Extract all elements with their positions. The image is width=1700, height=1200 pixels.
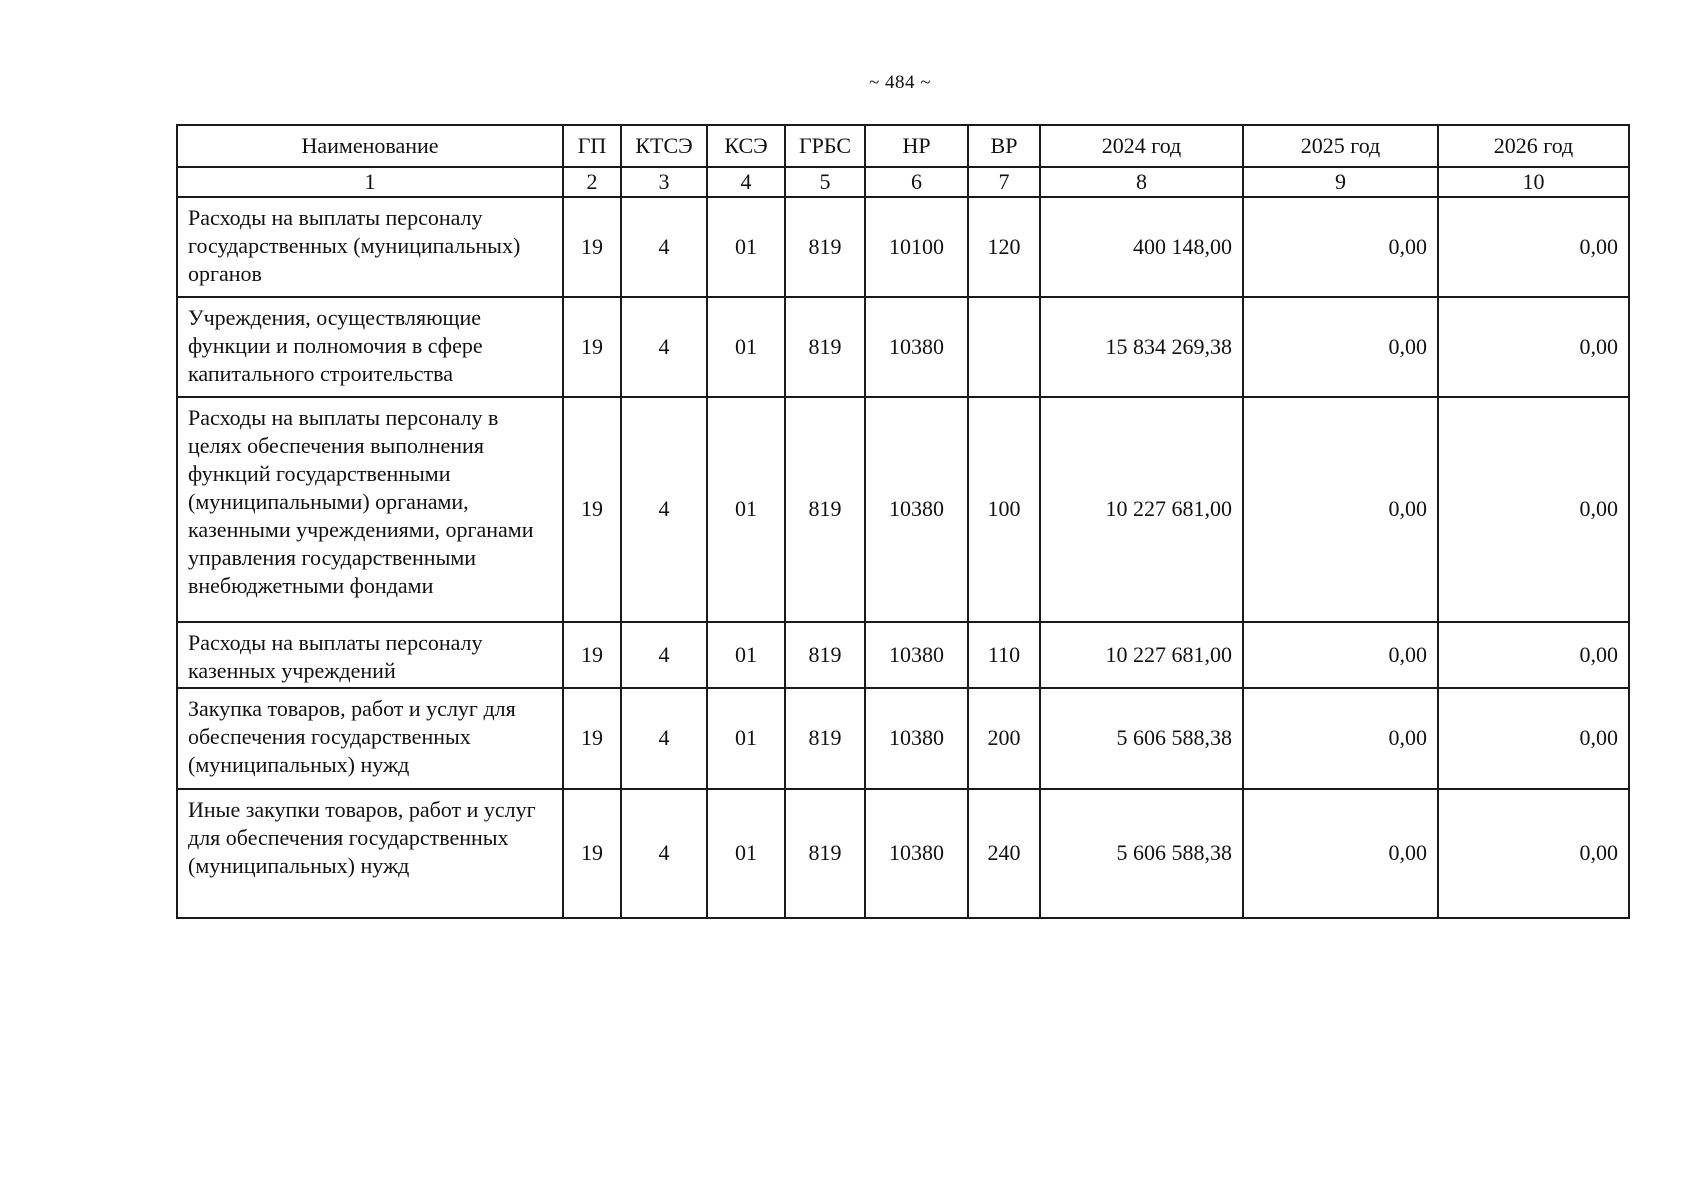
cell-gp: 19 bbox=[563, 622, 621, 688]
table-row bbox=[177, 789, 1629, 918]
column-number: 7 bbox=[968, 167, 1040, 197]
cell-name: Расходы на выплаты персоналу в целях обеспечения выполнения функций государственными (муниципальными) органами, казенными учреждениями, органами управления государственными внебюджетными фондами bbox=[177, 397, 563, 622]
cell-2026: 0,00 bbox=[1438, 297, 1629, 397]
cell-2026: 0,00 bbox=[1438, 622, 1629, 688]
column-number: 8 bbox=[1040, 167, 1243, 197]
cell-kse: 01 bbox=[707, 688, 785, 789]
cell-nr: 10100 bbox=[865, 197, 968, 297]
cell-grbs: 819 bbox=[785, 197, 865, 297]
cell-2025: 0,00 bbox=[1243, 297, 1438, 397]
cell-name: Учреждения, осуществляющие функции и полномочия в сфере капитального строительства bbox=[177, 297, 563, 397]
cell-gp: 19 bbox=[563, 297, 621, 397]
column-number: 10 bbox=[1438, 167, 1629, 197]
cell-2026: 0,00 bbox=[1438, 397, 1629, 622]
cell-ktse: 4 bbox=[621, 297, 707, 397]
cell-2025: 0,00 bbox=[1243, 688, 1438, 789]
header-cell-ktse: КТСЭ bbox=[621, 125, 707, 167]
cell-2024: 400 148,00 bbox=[1040, 197, 1243, 297]
header-cell-2024: 2024 год bbox=[1040, 125, 1243, 167]
table-row bbox=[177, 297, 1629, 397]
header-cell-nr: НР bbox=[865, 125, 968, 167]
cell-vr: 100 bbox=[968, 397, 1040, 622]
table-row bbox=[177, 622, 1629, 688]
cell-gp: 19 bbox=[563, 789, 621, 918]
cell-ktse: 4 bbox=[621, 789, 707, 918]
column-number: 4 bbox=[707, 167, 785, 197]
cell-nr: 10380 bbox=[865, 622, 968, 688]
cell-vr bbox=[968, 297, 1040, 397]
cell-grbs: 819 bbox=[785, 789, 865, 918]
column-number-row bbox=[177, 167, 1629, 197]
cell-2025: 0,00 bbox=[1243, 622, 1438, 688]
cell-name: Закупка товаров, работ и услуг для обеспечения государственных (муниципальных) нужд bbox=[177, 688, 563, 789]
column-number: 6 bbox=[865, 167, 968, 197]
table-header bbox=[177, 125, 1629, 197]
table-row bbox=[177, 688, 1629, 789]
cell-2024: 5 606 588,38 bbox=[1040, 688, 1243, 789]
header-cell-vr: ВР bbox=[968, 125, 1040, 167]
header-cell-2026: 2026 год bbox=[1438, 125, 1629, 167]
table-body bbox=[177, 197, 1629, 918]
cell-gp: 19 bbox=[563, 688, 621, 789]
cell-2026: 0,00 bbox=[1438, 789, 1629, 918]
cell-gp: 19 bbox=[563, 197, 621, 297]
column-number: 5 bbox=[785, 167, 865, 197]
cell-2025: 0,00 bbox=[1243, 789, 1438, 918]
cell-name: Расходы на выплаты персоналу казенных учреждений bbox=[177, 622, 563, 688]
page-number: ~ 484 ~ bbox=[868, 72, 932, 93]
cell-vr: 240 bbox=[968, 789, 1040, 918]
cell-kse: 01 bbox=[707, 622, 785, 688]
cell-nr: 10380 bbox=[865, 297, 968, 397]
cell-name: Расходы на выплаты персоналу государственных (муниципальных) органов bbox=[177, 197, 563, 297]
header-cell-gp: ГП bbox=[563, 125, 621, 167]
cell-ktse: 4 bbox=[621, 688, 707, 789]
table-row bbox=[177, 197, 1629, 297]
cell-vr: 120 bbox=[968, 197, 1040, 297]
cell-nr: 10380 bbox=[865, 397, 968, 622]
cell-gp: 19 bbox=[563, 397, 621, 622]
table-row bbox=[177, 397, 1629, 622]
column-number: 9 bbox=[1243, 167, 1438, 197]
cell-kse: 01 bbox=[707, 789, 785, 918]
budget-table bbox=[176, 124, 1630, 919]
cell-name: Иные закупки товаров, работ и услуг для обеспечения государственных (муниципальных) нужд bbox=[177, 789, 563, 918]
cell-2024: 10 227 681,00 bbox=[1040, 622, 1243, 688]
cell-nr: 10380 bbox=[865, 789, 968, 918]
cell-vr: 200 bbox=[968, 688, 1040, 789]
cell-2026: 0,00 bbox=[1438, 688, 1629, 789]
cell-2026: 0,00 bbox=[1438, 197, 1629, 297]
column-number: 3 bbox=[621, 167, 707, 197]
cell-grbs: 819 bbox=[785, 297, 865, 397]
cell-ktse: 4 bbox=[621, 397, 707, 622]
cell-kse: 01 bbox=[707, 197, 785, 297]
header-cell-kse: КСЭ bbox=[707, 125, 785, 167]
cell-2024: 5 606 588,38 bbox=[1040, 789, 1243, 918]
cell-ktse: 4 bbox=[621, 622, 707, 688]
cell-2024: 10 227 681,00 bbox=[1040, 397, 1243, 622]
header-cell-name: Наименование bbox=[177, 125, 563, 167]
header-cell-grbs: ГРБС bbox=[785, 125, 865, 167]
column-number: 2 bbox=[563, 167, 621, 197]
cell-grbs: 819 bbox=[785, 688, 865, 789]
column-number: 1 bbox=[177, 167, 563, 197]
cell-2024: 15 834 269,38 bbox=[1040, 297, 1243, 397]
cell-grbs: 819 bbox=[785, 397, 865, 622]
cell-kse: 01 bbox=[707, 297, 785, 397]
cell-2025: 0,00 bbox=[1243, 197, 1438, 297]
header-cell-2025: 2025 год bbox=[1243, 125, 1438, 167]
cell-grbs: 819 bbox=[785, 622, 865, 688]
cell-nr: 10380 bbox=[865, 688, 968, 789]
cell-ktse: 4 bbox=[621, 197, 707, 297]
cell-kse: 01 bbox=[707, 397, 785, 622]
cell-vr: 110 bbox=[968, 622, 1040, 688]
cell-2025: 0,00 bbox=[1243, 397, 1438, 622]
header-row bbox=[177, 125, 1629, 167]
